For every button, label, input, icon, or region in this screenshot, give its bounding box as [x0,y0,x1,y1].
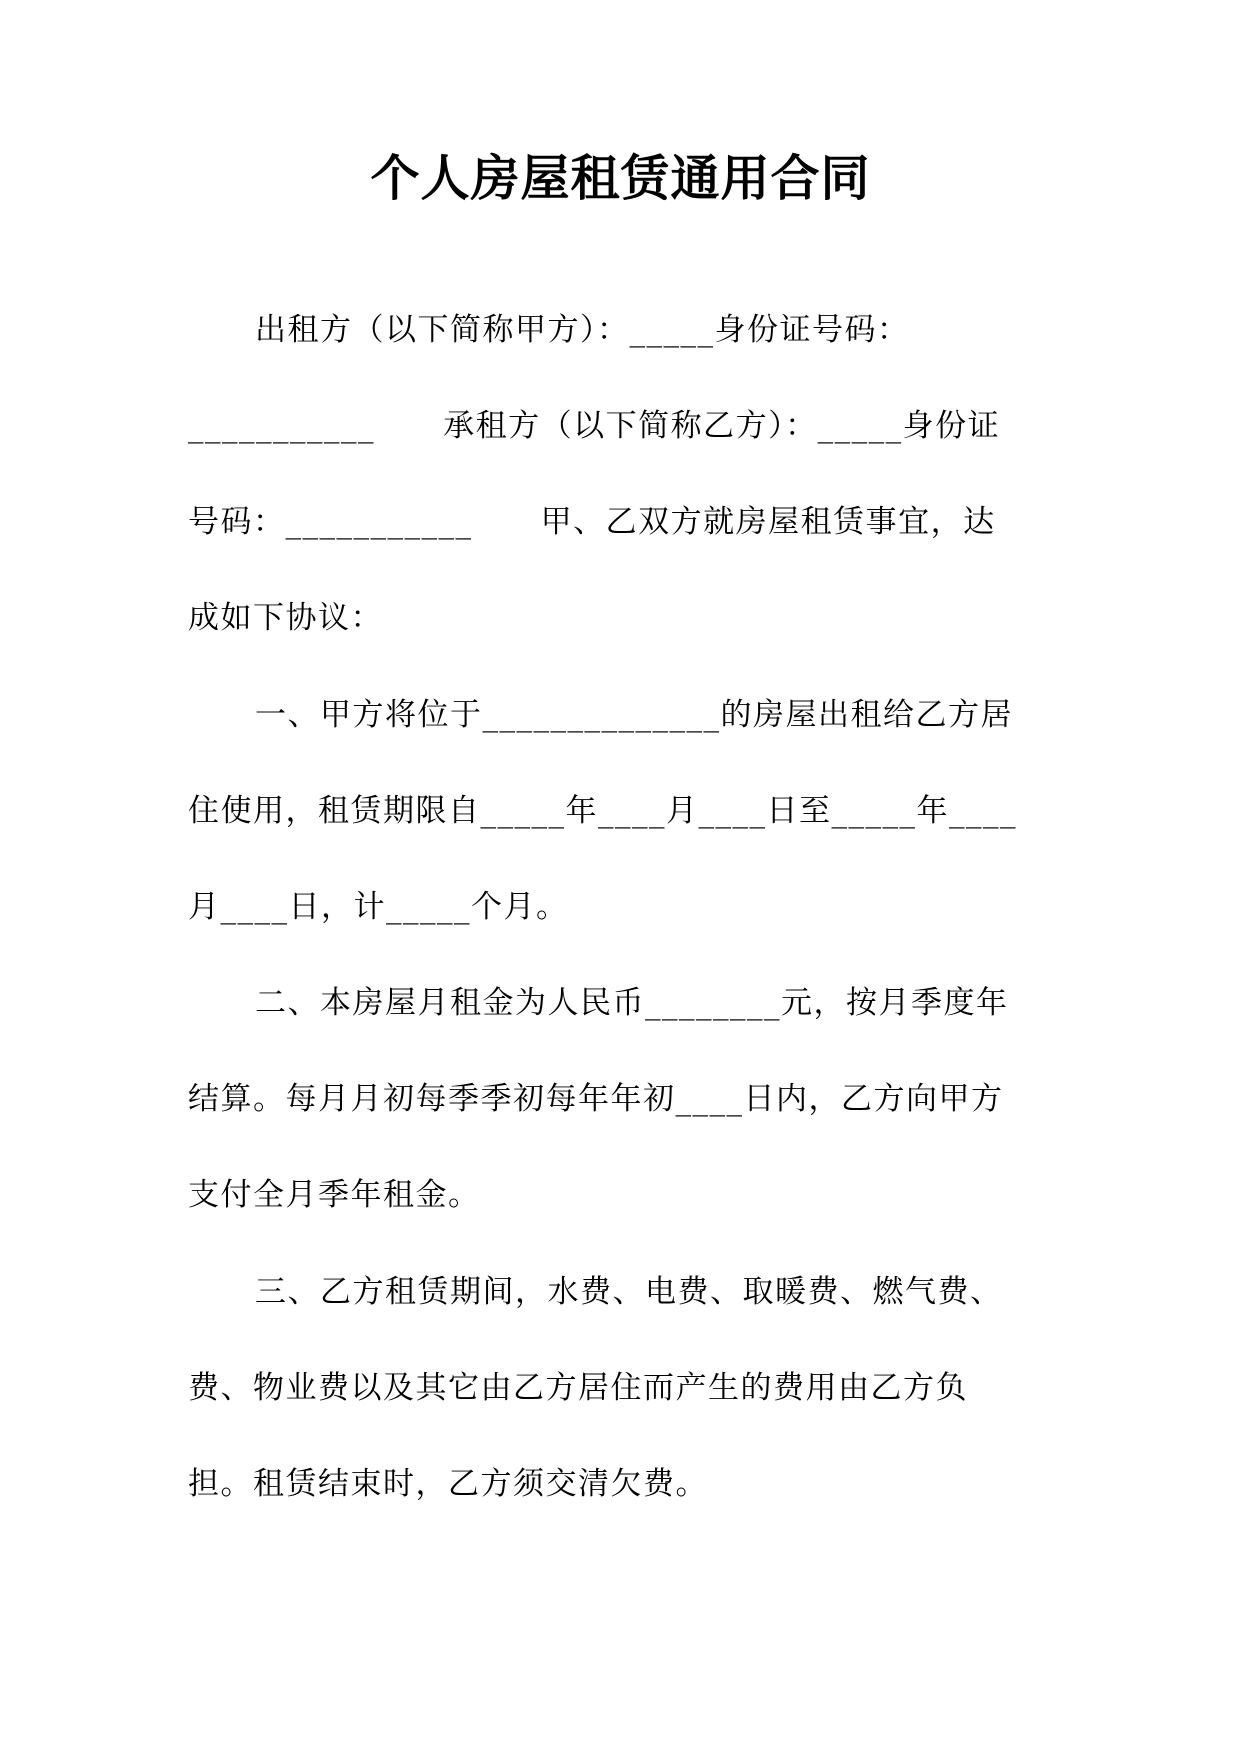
text-line-3: 号码：___________ 甲、乙双方就房屋租赁事宜，达 [188,504,996,540]
text-line-7: 月____日，计_____个月。 [188,889,569,925]
text-line-6: 住使用，租赁期限自_____年____月____日至_____年____ [188,793,1017,829]
text-line-13: 担。租赁结束时，乙方须交清欠费。 [188,1466,708,1502]
text-line-2: ___________ 承租方（以下简称乙方）：_____身份证 [188,408,1001,444]
text-line-12: 费、物业费以及其它由乙方居住而产生的费用由乙方负 [188,1370,968,1406]
document-title: 个人房屋租赁通用合同 [370,149,871,207]
text-line-4: 成如下协议： [188,600,383,636]
text-line-9: 结算。每月月初每季季初每年年初____日内，乙方向甲方 [188,1081,1004,1117]
text-line-10: 支付全月季年租金。 [188,1177,481,1213]
text-line-5: 一、甲方将位于______________的房屋出租给乙方居 [255,697,1013,733]
text-line-1: 出租方（以下简称甲方）：_____身份证号码： [255,312,910,348]
text-line-8: 二、本房屋月租金为人民币________元，按月季度年 [255,985,1009,1021]
text-line-11: 三、乙方租赁期间，水费、电费、取暖费、燃气费、 [255,1274,1003,1310]
